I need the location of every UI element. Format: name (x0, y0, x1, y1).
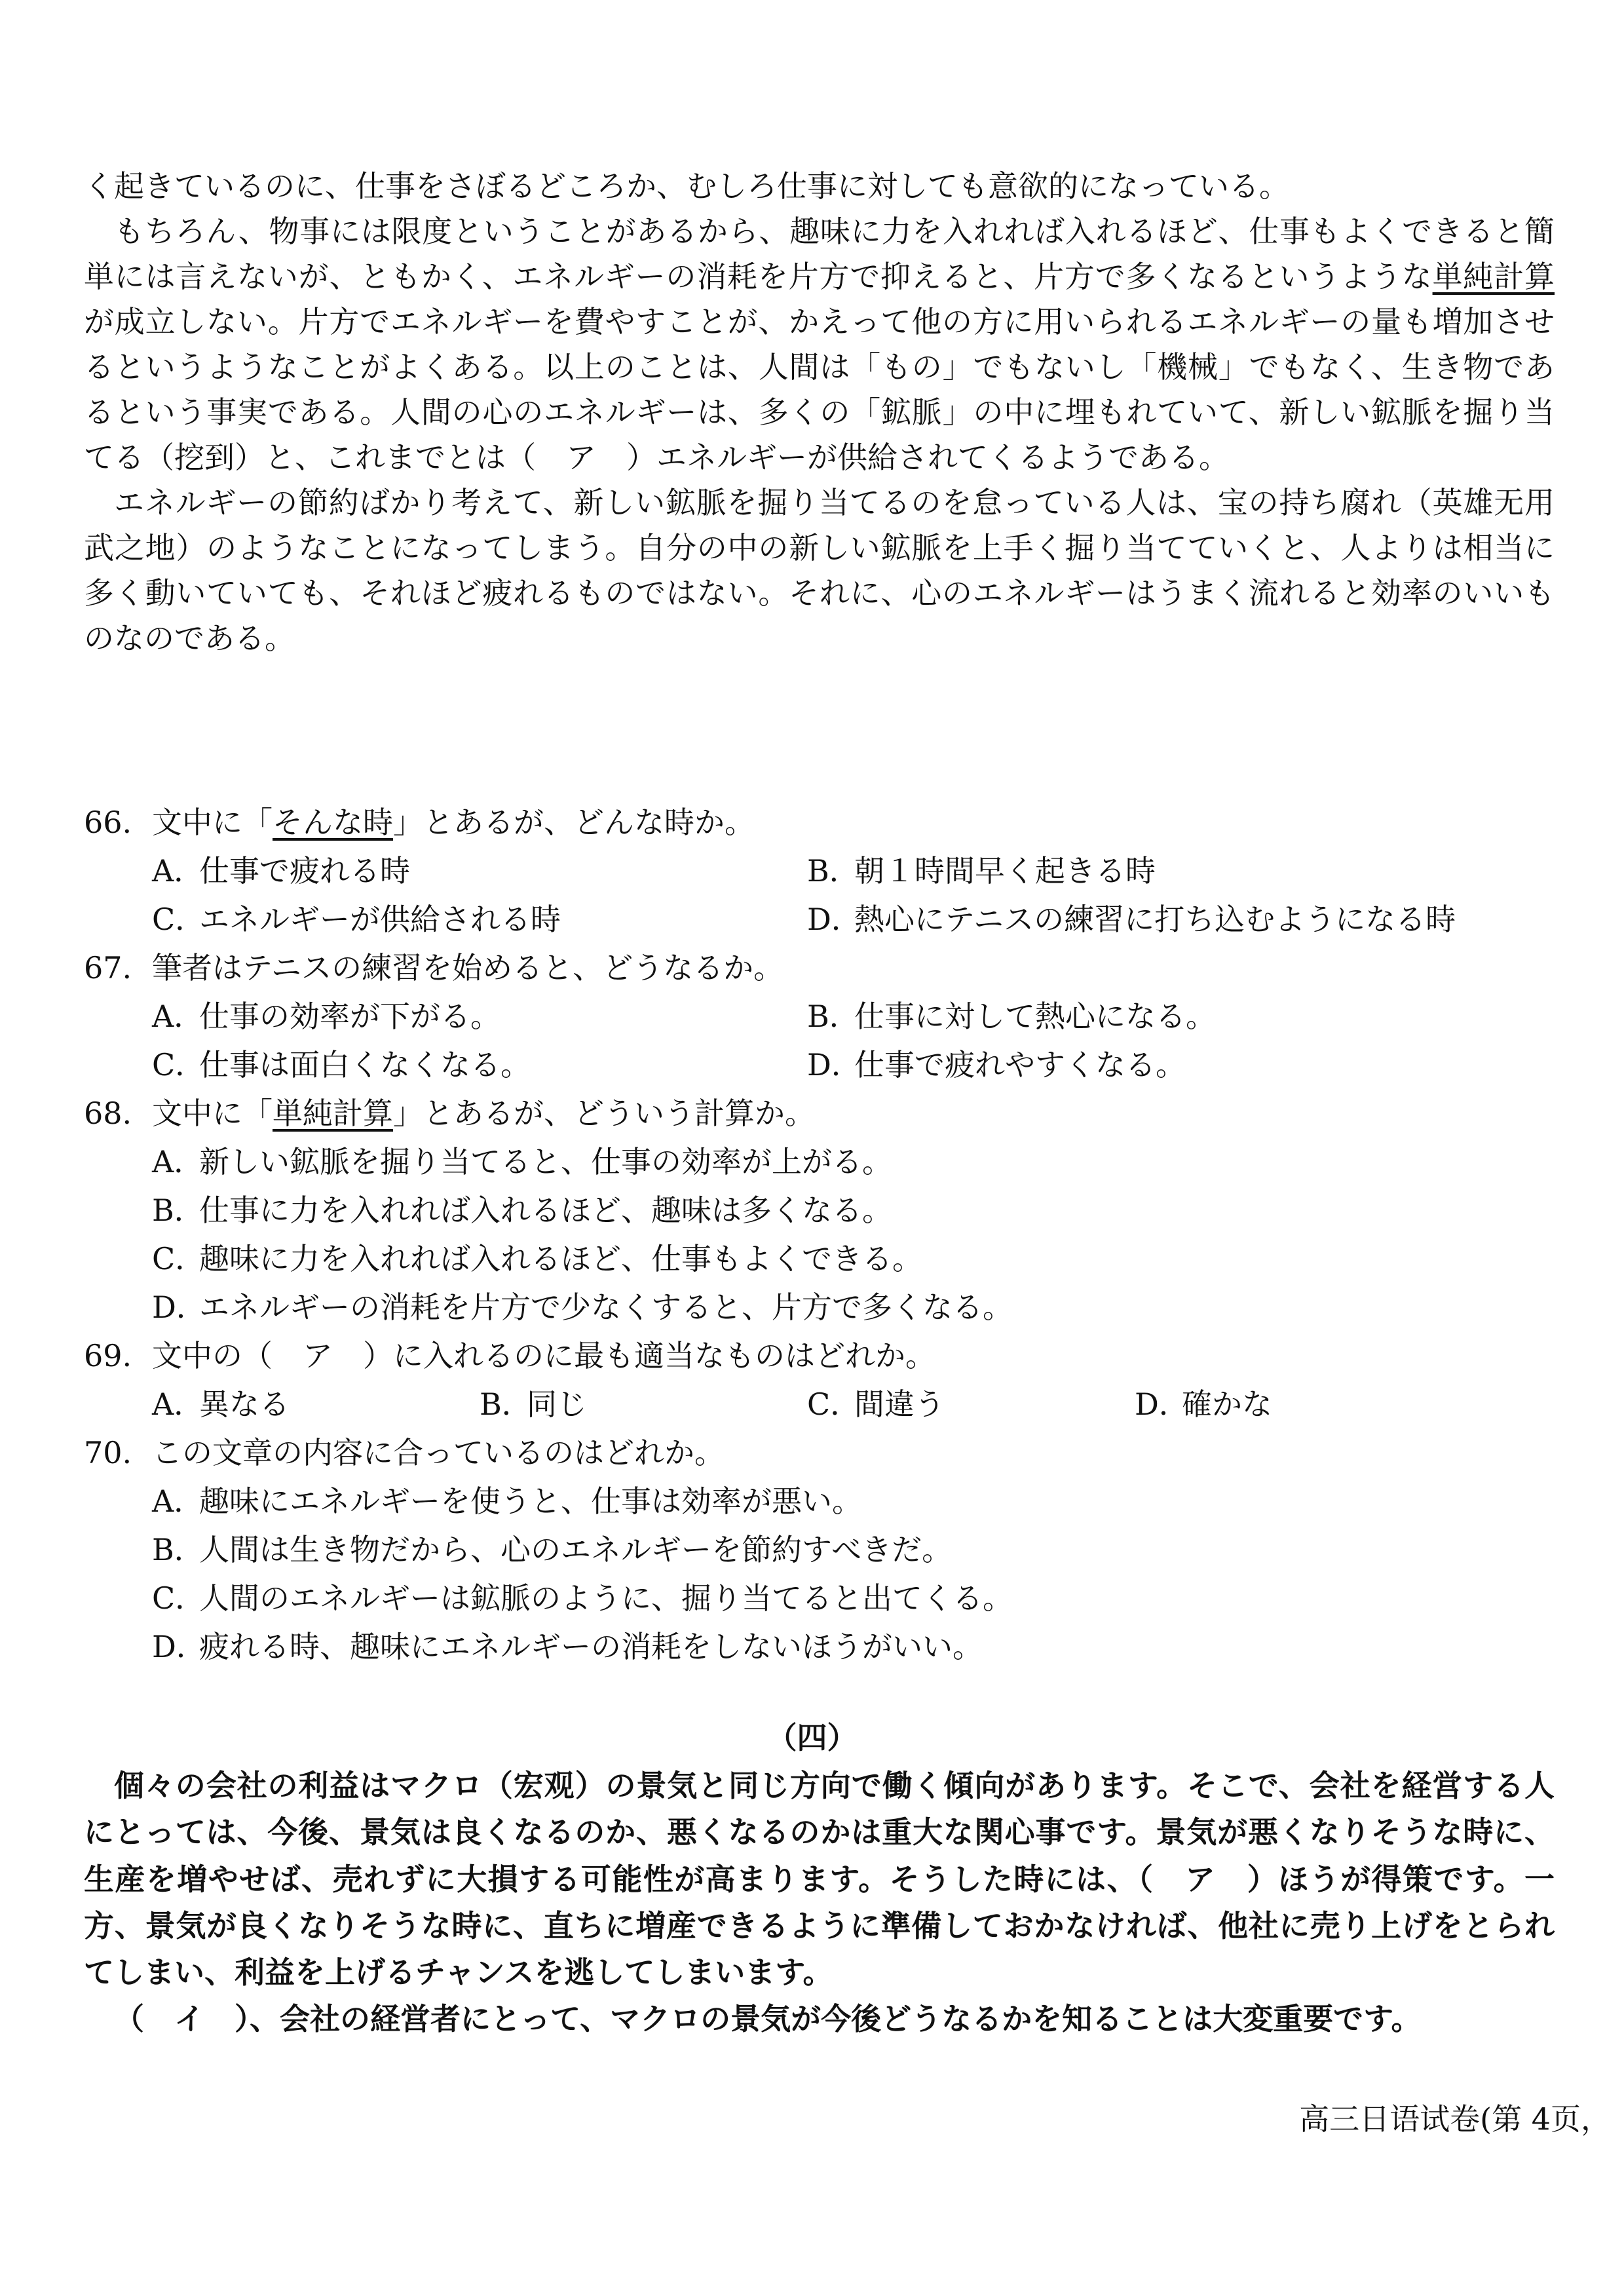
option-label: A． (152, 1143, 204, 1179)
answer-option-b (480, 1380, 807, 1428)
answer-option-a (152, 1138, 1555, 1186)
answer-option-a (152, 847, 807, 895)
answer-option-c (152, 1041, 807, 1089)
answer-option-c (152, 1234, 1555, 1283)
option-label: D． (152, 1628, 206, 1664)
option-text: 仕事の効率が下がる。 (199, 998, 500, 1034)
option-label: B． (480, 1386, 532, 1422)
option-text: 仕事に対して熱心になる。 (854, 998, 1216, 1034)
option-label: D． (1135, 1386, 1189, 1422)
question-66 (84, 798, 1555, 944)
question-text-part: 文中の（ ア ）に入れるのに最も適当なものはどれか。 (152, 1337, 935, 1373)
option-text: 間違う (854, 1386, 945, 1422)
option-label: A． (152, 852, 204, 889)
question-text (152, 1430, 725, 1476)
question-stem (84, 1331, 1555, 1380)
underlined-phrase: 単純計算 (273, 1095, 393, 1131)
answer-option-d (1135, 1380, 1462, 1428)
option-text: 仕事は面白くなくなる。 (199, 1046, 531, 1082)
option-text: 仕事で疲れやすくなる。 (854, 1046, 1186, 1082)
option-label: C． (807, 1386, 861, 1422)
option-text: 朝１時間早く起きる時 (854, 852, 1156, 889)
question-text (152, 1091, 815, 1136)
question-text-part: 」とあるが、どんな時か。 (393, 804, 755, 840)
answer-option-b (152, 1525, 1555, 1574)
option-text: 熱心にテニスの練習に打ち込むようになる時 (854, 901, 1456, 937)
option-label: A． (152, 1483, 204, 1519)
option-list (152, 1138, 1555, 1331)
passage-paragraph-1: く起きているのに、仕事をさぼるどころか、むしろ仕事に対しても意欲的になっている。 (84, 168, 1289, 204)
question-text (152, 946, 784, 991)
option-text: 人間のエネルギーは鉱脈のように、掘り当てると出てくる。 (199, 1580, 1013, 1616)
answer-option-b (807, 992, 1462, 1041)
option-text: 異なる (199, 1386, 290, 1422)
option-text: 仕事で疲れる時 (199, 852, 410, 889)
answer-option-d (152, 1283, 1555, 1331)
answer-option-b (152, 1186, 1555, 1234)
question-68 (84, 1089, 1555, 1331)
answer-option-d (807, 895, 1462, 944)
answer-option-a (152, 1477, 1555, 1525)
answer-option-c (807, 1380, 1135, 1428)
option-label: D． (807, 901, 861, 937)
option-label: B． (807, 852, 859, 889)
answer-option-a (152, 992, 807, 1041)
answer-option-d (152, 1622, 1555, 1671)
option-text: 確かな (1182, 1386, 1272, 1422)
option-text: 趣味に力を入れれば入れるほど、仕事もよくできる。 (199, 1240, 922, 1276)
reading-passage-4 (84, 1763, 1555, 2043)
option-text: 同じ (527, 1386, 587, 1422)
option-label: C． (152, 1240, 206, 1276)
question-number: 66. (84, 804, 132, 840)
option-text: 新しい鉱脈を掘り当てると、仕事の効率が上がる。 (199, 1143, 892, 1179)
section-title: （四） (766, 1720, 858, 1755)
question-text-part: 文中に「 (152, 1095, 273, 1131)
option-label: C． (152, 901, 206, 937)
answer-option-c (152, 1574, 1555, 1622)
passage-text: が成立しない。片方でエネルギーを費やすことが、かえって他の方に用いられるエネルギーの量も増加させるというようなことがよくある。以上のことは、人間は「もの」でもないし「機械」でもなく、生き物であるという事実である。人間の心のエネルギーは、多くの「鉱脈」の中に埋もれていて、新しい鉱脈を掘り当てる（挖到）と、これまでとは（ ア ）エネルギーが供給されてくるようである。 (84, 304, 1555, 475)
underlined-phrase: そんな時 (273, 804, 393, 840)
question-stem (84, 1428, 1555, 1477)
question-list (84, 798, 1555, 1671)
question-number: 70. (84, 1434, 132, 1470)
option-label: B． (152, 1192, 204, 1228)
option-text: 趣味にエネルギーを使うと、仕事は効率が悪い。 (199, 1483, 862, 1519)
option-list (152, 1477, 1555, 1671)
passage-paragraph: 個々の会社の利益はマクロ（宏观）の景気と同じ方向で働く傾向があります。そこで、会社を経営する人にとっては、今後、景気は良くなるのか、悪くなるのかは重大な関心事です。景気が悪くなりそうな時に、生産を増やせば、売れずに大損する可能性が高まります。そうした時には、（ ア ）ほうが得策です。一方、景気が良くなりそうな時に、直ちに増産できるように準備しておかなければ、他社に売り上げをとられてしまい、利益を上げるチャンスを逃してしまいます。 (84, 1768, 1555, 1991)
passage-paragraph-2 (84, 209, 1555, 480)
option-list (152, 1380, 1555, 1428)
reading-passage-3 (84, 164, 1555, 661)
option-text: 仕事に力を入れれば入れるほど、趣味は多くなる。 (199, 1192, 892, 1228)
question-stem (84, 944, 1555, 992)
question-number: 68. (84, 1095, 132, 1131)
question-number: 69. (84, 1337, 132, 1373)
option-text: 人間は生き物だから、心のエネルギーを節約すべきだ。 (199, 1531, 953, 1567)
option-label: A． (152, 998, 204, 1034)
question-text-part: 文中に「 (152, 804, 273, 840)
question-stem (84, 798, 1555, 847)
passage-paragraph-3: エネルギーの節約ばかり考えて、新しい鉱脈を掘り当てるのを怠っている人は、宝の持ち腐れ（英雄无用武之地）のようなことになってしまう。自分の中の新しい鉱脈を上手く掘り当てていくと、人よりは相当に多く動いていても、それほど疲れるものではない。それに、心のエネルギーはうまく流れると効率のいいものなのである。 (84, 485, 1555, 656)
option-label: A． (152, 1386, 204, 1422)
option-text: 疲れる時、趣味にエネルギーの消耗をしないほうがいい。 (199, 1628, 983, 1664)
passage-paragraph: （ イ ）、会社の経営者にとって、マクロの景気が今後どうなるかを知ることは大変重要です。 (114, 2001, 1422, 2037)
answer-option-c (152, 895, 807, 944)
question-text (152, 800, 755, 845)
answer-option-a (152, 1380, 480, 1428)
question-70 (84, 1428, 1555, 1671)
question-67 (84, 944, 1555, 1089)
answer-option-b (807, 847, 1462, 895)
option-label: C． (152, 1046, 206, 1082)
option-list (152, 992, 1555, 1089)
question-stem (84, 1089, 1555, 1138)
option-label: D． (807, 1046, 861, 1082)
question-69 (84, 1331, 1555, 1428)
underlined-phrase-tanjun-keisan: 単純計算 (1432, 259, 1555, 294)
option-text: エネルギーが供給される時 (199, 901, 561, 937)
question-text-part: 筆者はテニスの練習を始めると、どうなるか。 (152, 949, 784, 985)
question-text (152, 1333, 935, 1379)
option-label: B． (152, 1531, 204, 1567)
option-label: B． (807, 998, 859, 1034)
option-label: C． (152, 1580, 206, 1616)
answer-option-d (807, 1041, 1462, 1089)
question-text-part: この文章の内容に合っているのはどれか。 (152, 1434, 725, 1470)
option-text: エネルギーの消耗を片方で少なくすると、片方で多くなる。 (199, 1289, 1013, 1325)
question-text-part: 」とあるが、どういう計算か。 (393, 1095, 815, 1131)
question-number: 67. (84, 949, 132, 985)
passage-text: もちろん、物事には限度ということがあるから、趣味に力を入れれば入れるほど、仕事もよくできると簡単には言えないが、ともかく、エネルギーの消耗を片方で抑えると、片方で多くなるというような (84, 214, 1555, 294)
option-list (152, 847, 1555, 944)
page-footer: 高三日语试卷(第 4页， (1299, 2101, 1611, 2137)
option-label: D． (152, 1289, 206, 1325)
